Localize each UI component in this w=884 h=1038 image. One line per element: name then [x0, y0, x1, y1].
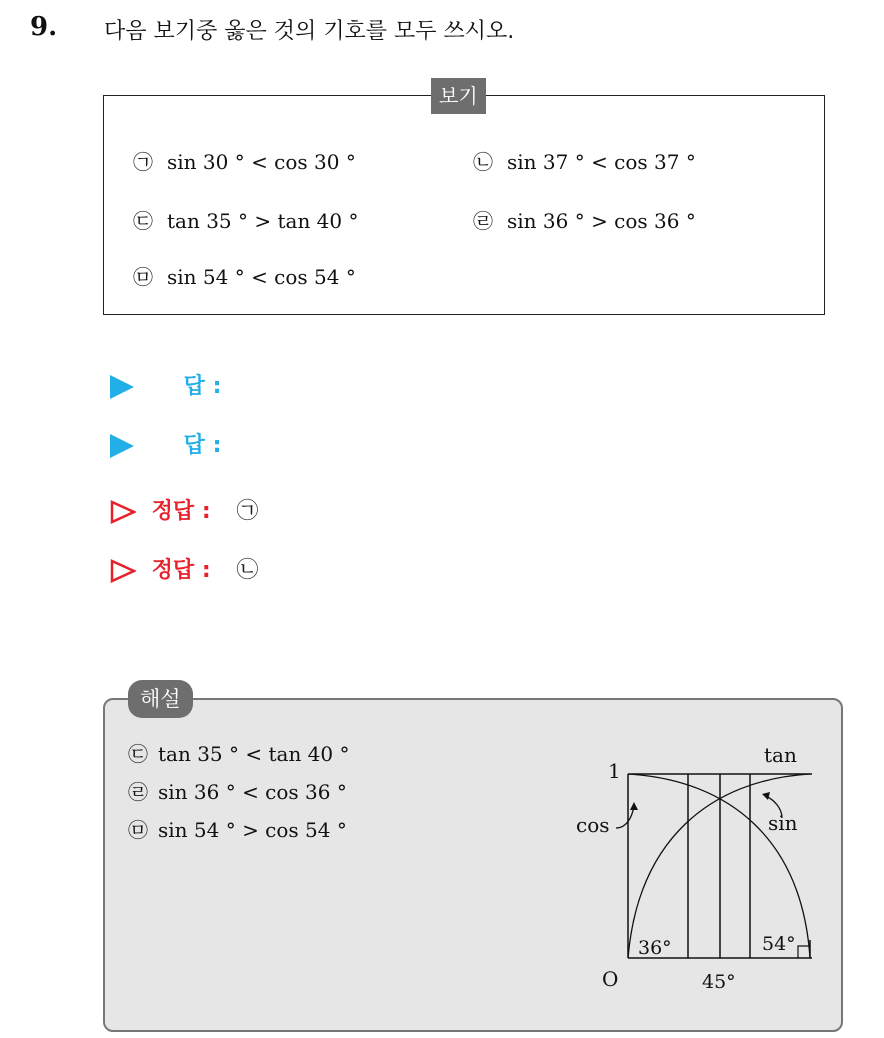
bogi-option: [473, 205, 696, 234]
question-text: 다음 보기중 옳은 것의 기호를 모두 쓰시오.: [104, 19, 515, 44]
option-expr: sin 36 ° > cos 36 °: [507, 209, 696, 233]
question-number: 9.: [30, 12, 58, 42]
option-expr: sin 37 ° < cos 37 °: [507, 150, 696, 174]
label-tan: tan: [764, 743, 797, 767]
label-one: 1: [608, 759, 621, 783]
correct-answer-row: [110, 494, 258, 525]
cos-curve: [628, 774, 810, 958]
label-cos: cos: [576, 813, 610, 837]
sin-curve: [628, 774, 810, 958]
label-sin: sin: [768, 811, 798, 835]
option-mark: ㉣: [473, 209, 493, 233]
solution-mark: ㉣: [128, 780, 148, 804]
sin-arrowhead: [762, 792, 770, 800]
correct-answer-row: [110, 553, 258, 584]
solution-tag: 해설: [128, 680, 193, 718]
solution-mark: ㉢: [128, 742, 148, 766]
label-54: 54°: [762, 933, 796, 955]
option-expr: tan 35 ° > tan 40 °: [167, 209, 359, 233]
bogi-option: [133, 205, 358, 234]
play-triangle-icon: [110, 434, 134, 458]
option-expr: sin 54 ° < cos 54 °: [167, 265, 356, 289]
trig-figure: [560, 740, 830, 1000]
correct-label: 정답 :: [151, 558, 211, 583]
correct-mark: ㉠: [236, 499, 259, 524]
label-45: 45°: [702, 971, 736, 993]
cos-arrowhead: [630, 802, 638, 810]
option-mark: ㉢: [133, 209, 153, 233]
solution-expr: tan 35 ° < tan 40 °: [158, 742, 350, 766]
solution-expr: sin 36 ° < cos 36 °: [158, 780, 347, 804]
answer-label: 답 :: [183, 374, 222, 399]
bogi-tag: 보기: [431, 78, 486, 114]
play-triangle-icon: [110, 375, 134, 399]
bogi-option: [133, 146, 356, 175]
solution-line: [128, 814, 347, 843]
option-mark: ㉡: [473, 150, 493, 174]
bogi-option: [473, 146, 696, 175]
option-mark: ㉤: [133, 265, 153, 289]
bogi-option: [133, 261, 356, 290]
answer-blank-row: [110, 428, 221, 459]
correct-mark: ㉡: [236, 558, 259, 583]
correct-label: 정답 :: [151, 499, 211, 524]
solution-expr: sin 54 ° > cos 54 °: [158, 818, 347, 842]
option-expr: sin 30 ° < cos 30 °: [167, 150, 356, 174]
option-mark: ㉠: [133, 150, 153, 174]
outline-triangle-icon: [110, 559, 136, 583]
label-origin: O: [602, 967, 619, 991]
outline-triangle-icon: [110, 500, 136, 524]
label-36: 36°: [638, 937, 672, 959]
solution-line: [128, 776, 347, 805]
answer-blank-row: [110, 369, 221, 400]
solution-line: [128, 738, 349, 767]
right-angle-mark: [798, 946, 810, 958]
answer-label: 답 :: [183, 433, 222, 458]
solution-mark: ㉤: [128, 818, 148, 842]
